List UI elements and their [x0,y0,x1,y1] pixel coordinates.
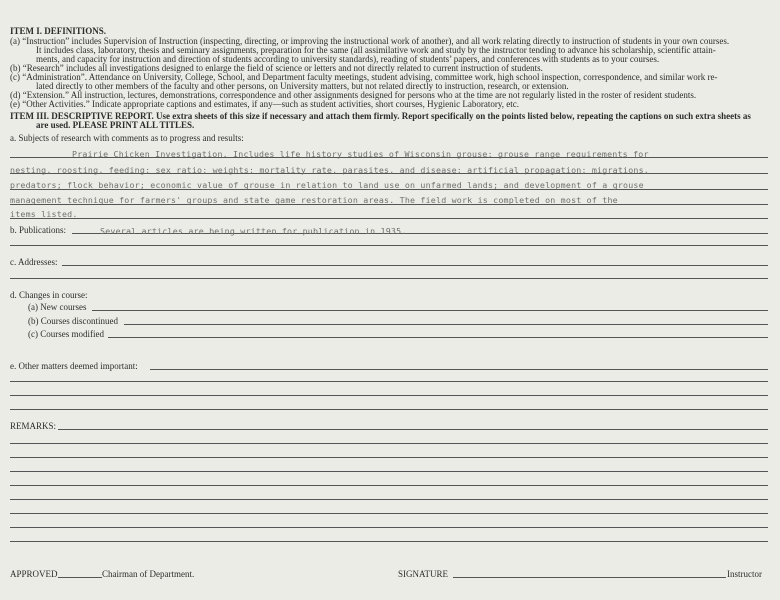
remarks-label: REMARKS: [10,421,57,431]
instructor-label: Instructor [727,569,762,579]
form-line [10,527,768,528]
form-line [10,395,768,396]
def-other-activities: (e) “Other Activities.” Indicate appropriate captions and estimates, if any—such as student activities, short courses, Hygienic Laboratory, etc. [10,99,519,109]
form-line [10,513,768,514]
addresses-label: c. Addresses: [10,257,58,267]
item1-heading: ITEM I. DEFINITIONS. [10,26,107,36]
form-line [62,265,768,266]
form-line [10,409,768,410]
form-line [10,443,768,444]
signature-label: SIGNATURE [398,569,449,579]
form-line [10,278,768,279]
other-matters-label: e. Other matters deemed important: [10,361,138,371]
research-typed-line-3: predators; flock behavior; economic value of grouse in relation to land use on unfarmed lands; and development of a grouse [10,180,644,190]
form-line [58,429,768,430]
def-instruction-line-2: It includes class, laboratory, thesis and seminary assignments, preparation for the same (all assimilative work and study by the instructor tending to advance his scholarship, scientific attain- [36,45,716,55]
def-research: (b) “Research” includes all investigations designed to enlarge the field of science or letters and not directly related to current instruction of students. [10,63,543,73]
signature-line [453,577,726,578]
form-line [10,471,768,472]
def-extension: (d) “Extension.” All instruction, lectures, demonstrations, correspondence and other assignments designed for persons who at the time are not regularly listed in the roster of resident students. [10,90,697,100]
courses-discontinued-label: (b) Courses discontinued [28,316,118,326]
approval-line [58,577,102,578]
research-typed-line-1: Prairie Chicken Investigation. Includes life history studies of Wisconsin grouse; grouse range requirements for [72,149,649,159]
publications-typed: Several articles are being written for publication in 1935. [100,226,407,236]
publications-label: b. Publications: [10,225,66,235]
research-typed-line-5: items listed. [10,209,78,219]
def-instruction-line-3: ments, and capacity for instruction and direction of students according to university standards), reading of students’ papers, and conferences with students as to your courses. [36,54,660,64]
item3-heading-line-1: ITEM III. DESCRIPTIVE REPORT. Use extra sheets of this size if necessary and attach them firmly. Report specifically on the points listed below, repeating the captions on such extra sheets as [10,111,751,121]
form-line [92,310,768,311]
form-line [124,324,768,325]
form-line [10,457,768,458]
approved-label: APPROVED [10,569,58,579]
form-line [150,369,768,370]
chairman-label: Chairman of Department. [102,569,195,579]
courses-modified-label: (c) Courses modified [28,329,104,339]
changes-in-course-label: d. Changes in course: [10,290,88,300]
def-administration-line-1: (c) “Administration”. Attendance on University, College, School, and Department faculty meetings, student advising, committee work, high school inspection, correspondence, and similar work re- [10,72,718,82]
research-typed-line-4: management technique for farmers' groups and state game restoration areas. The field work is completed on most of the [10,195,618,205]
def-administration-line-2: lated directly to other members of the faculty and other persons, on University matters, but not related directly to instruction, research, or extension. [36,81,569,91]
form-line [10,218,768,219]
form-line [108,337,768,338]
new-courses-label: (a) New courses [28,302,87,312]
form-line [10,381,768,382]
form-line [10,485,768,486]
research-typed-line-2: nesting, roosting, feeding; sex ratio; weights; mortality rate, parasites, and disease; artificial propagation; migrations, [10,165,650,175]
form-line [10,245,768,246]
def-instruction-line-1: (a) “Instruction” includes Supervision of Instruction (inspecting, directing, or improving the instructional work of another), and all work relating directly to instruction of students in your own courses. [10,36,730,46]
item3-heading-line-2: are used. PLEASE PRINT ALL TITLES. [36,120,195,130]
form-line [10,541,768,542]
form-line [10,499,768,500]
research-subjects-label: a. Subjects of research with comments as to progress and results: [10,133,244,143]
